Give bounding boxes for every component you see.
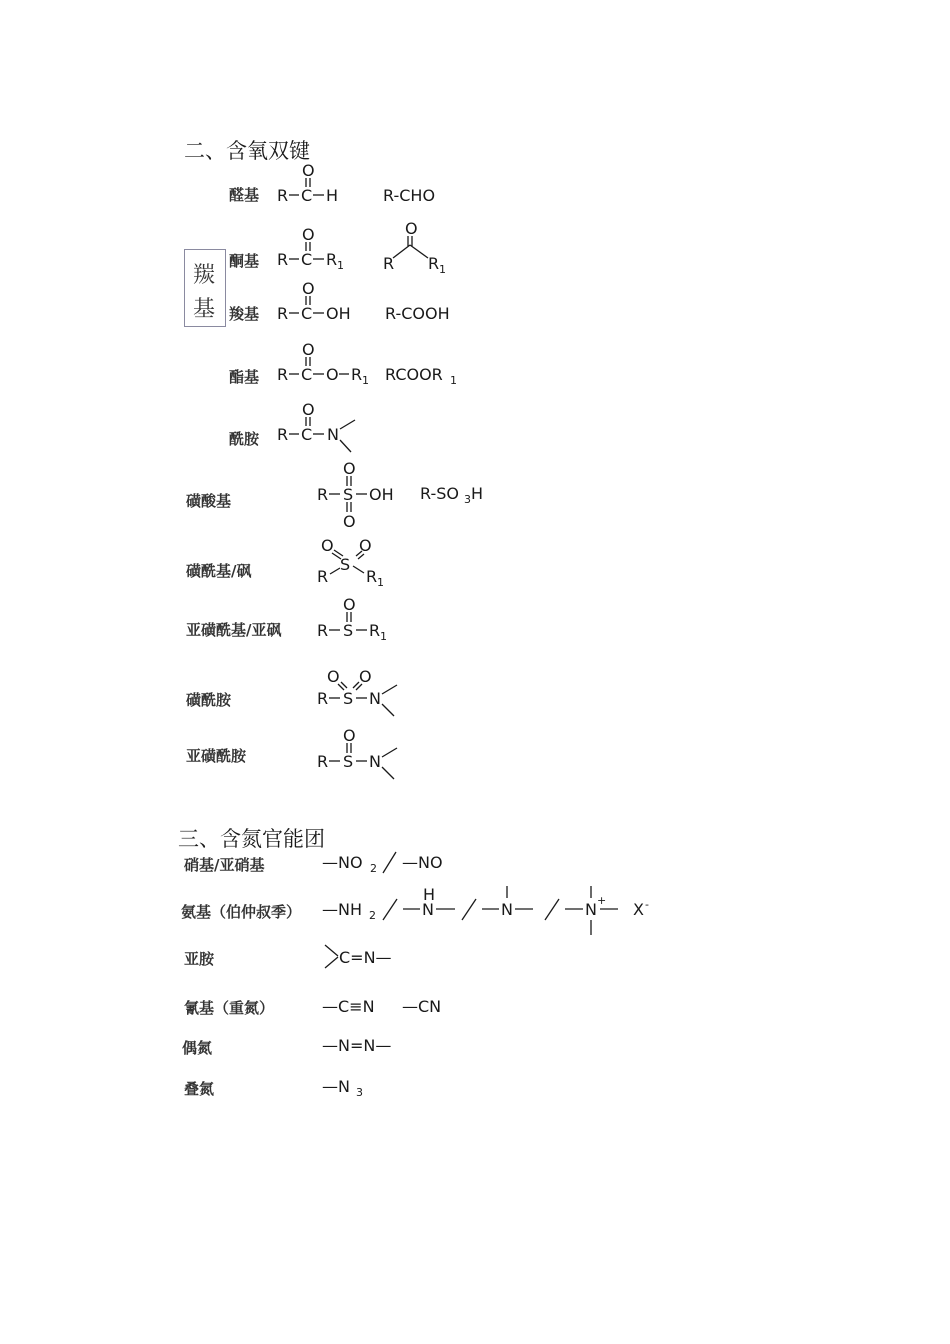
svg-text:O: O bbox=[405, 219, 418, 238]
imine-label: 亚胺 bbox=[184, 950, 215, 968]
svg-text:S: S bbox=[343, 485, 354, 504]
nitro-label: 硝基/亚硝基 bbox=[184, 856, 265, 874]
svg-text:O: O bbox=[359, 536, 372, 555]
svg-text:H: H bbox=[471, 484, 484, 503]
svg-text:1: 1 bbox=[450, 374, 457, 387]
atom-c: C bbox=[301, 186, 313, 205]
sulfonyl-structure bbox=[317, 536, 384, 589]
svg-text:R: R bbox=[317, 567, 329, 586]
cyano-formula: —C≡N bbox=[322, 997, 375, 1016]
svg-text:R: R bbox=[277, 365, 289, 384]
sulfinamide-label: 亚磺酰胺 bbox=[186, 747, 247, 765]
svg-text:R: R bbox=[369, 621, 381, 640]
azo-formula: —N=N— bbox=[322, 1036, 392, 1055]
carboxyl-label: 羧基 bbox=[229, 305, 260, 323]
svg-text:R: R bbox=[317, 689, 329, 708]
svg-text:S: S bbox=[343, 689, 354, 708]
cyano-label: 氰基（重氮） bbox=[184, 999, 275, 1017]
svg-text:OH: OH bbox=[326, 304, 351, 323]
aldehyde-condensed: R-CHO bbox=[383, 186, 436, 205]
svg-text:C: C bbox=[301, 365, 313, 384]
svg-text:+: + bbox=[597, 894, 607, 907]
svg-text:R: R bbox=[277, 425, 289, 444]
svg-text:N: N bbox=[369, 752, 381, 771]
svg-text:OH: OH bbox=[369, 485, 394, 504]
svg-text:R: R bbox=[326, 250, 338, 269]
ester-structure bbox=[277, 340, 457, 387]
imine-structure bbox=[325, 945, 392, 968]
svg-text:R: R bbox=[277, 250, 289, 269]
svg-text:1: 1 bbox=[362, 374, 369, 387]
svg-text:O: O bbox=[302, 279, 315, 298]
nitro-structure bbox=[322, 852, 443, 875]
carboxyl-condensed: R-COOH bbox=[385, 304, 450, 323]
atom-r: R bbox=[277, 186, 289, 205]
svg-text:C: C bbox=[301, 250, 313, 269]
svg-text:2: 2 bbox=[369, 909, 376, 922]
atom-o: O bbox=[302, 161, 315, 180]
svg-text:S: S bbox=[343, 752, 354, 771]
ester-condensed: RCOOR bbox=[385, 365, 443, 384]
sulfonamide-structure bbox=[317, 667, 397, 716]
atom-h: H bbox=[326, 186, 339, 205]
svg-text:N: N bbox=[422, 900, 434, 919]
ketone-skeletal-structure bbox=[383, 219, 446, 276]
primary-amine-formula: —NH bbox=[322, 900, 362, 919]
sulfonyl-label: 磺酰基/砜 bbox=[186, 562, 252, 580]
sulfonic-condensed: R-SO bbox=[420, 484, 459, 503]
azo-structure bbox=[322, 1036, 391, 1055]
sulfinyl-label: 亚磺酰基/亚砜 bbox=[186, 621, 282, 639]
svg-text:O: O bbox=[343, 595, 356, 614]
svg-text:N: N bbox=[501, 900, 513, 919]
cyano-condensed: —CN bbox=[402, 997, 442, 1016]
sulfonic-structure bbox=[317, 459, 483, 531]
svg-text:N: N bbox=[585, 900, 597, 919]
svg-text:1: 1 bbox=[380, 630, 387, 643]
sulfinamide-structure bbox=[317, 726, 397, 779]
svg-text:R: R bbox=[351, 365, 363, 384]
carbonyl-char-2: 基 bbox=[193, 297, 216, 322]
ester-label: 酯基 bbox=[229, 368, 260, 386]
svg-text:-: - bbox=[645, 898, 649, 911]
svg-text:O: O bbox=[321, 536, 334, 555]
svg-text:3: 3 bbox=[356, 1086, 363, 1099]
sulfonic-label: 磺酸基 bbox=[186, 492, 232, 510]
nitroso-formula: —NO bbox=[402, 853, 443, 872]
sulfinyl-structure bbox=[317, 595, 387, 643]
svg-text:N: N bbox=[327, 425, 339, 444]
azide-label: 叠氮 bbox=[184, 1080, 215, 1098]
svg-text:R: R bbox=[366, 567, 378, 586]
ketone-label: 酮基 bbox=[229, 252, 260, 270]
svg-text:O: O bbox=[302, 340, 315, 359]
svg-text:N: N bbox=[369, 689, 381, 708]
amino-structure bbox=[322, 885, 649, 935]
svg-text:O: O bbox=[326, 365, 339, 384]
cyano-structure bbox=[322, 997, 441, 1016]
imine-formula: C=N— bbox=[339, 948, 392, 967]
amide-structure bbox=[277, 400, 355, 452]
svg-text:R: R bbox=[383, 254, 395, 273]
azo-label: 偶氮 bbox=[182, 1039, 213, 1057]
section2-title: 二、含氧双键 bbox=[184, 139, 310, 163]
svg-text:C: C bbox=[301, 304, 313, 323]
svg-text:1: 1 bbox=[439, 263, 446, 276]
azide-structure bbox=[322, 1077, 363, 1099]
svg-text:S: S bbox=[343, 621, 354, 640]
svg-text:O: O bbox=[327, 667, 340, 686]
svg-text:H: H bbox=[423, 885, 436, 904]
svg-text:C: C bbox=[301, 425, 313, 444]
svg-text:R: R bbox=[428, 254, 440, 273]
svg-text:R: R bbox=[317, 485, 329, 504]
amino-label: 氨基（伯仲叔季） bbox=[181, 903, 302, 921]
aldehyde-label: 醛基 bbox=[229, 186, 260, 204]
svg-text:O: O bbox=[343, 459, 356, 478]
svg-text:R: R bbox=[317, 752, 329, 771]
ketone-structure bbox=[277, 225, 344, 272]
svg-text:O: O bbox=[302, 400, 315, 419]
carboxyl-structure bbox=[277, 279, 450, 323]
sulfonamide-label: 磺酰胺 bbox=[186, 691, 232, 709]
svg-text:3: 3 bbox=[464, 493, 471, 506]
svg-text:S: S bbox=[340, 555, 351, 574]
azide-formula: —N bbox=[322, 1077, 350, 1096]
svg-text:O: O bbox=[359, 667, 372, 686]
svg-text:R: R bbox=[277, 304, 289, 323]
svg-text:2: 2 bbox=[370, 862, 377, 875]
svg-text:O: O bbox=[343, 726, 356, 745]
svg-text:1: 1 bbox=[377, 576, 384, 589]
section3-title: 三、含氮官能团 bbox=[178, 827, 325, 851]
svg-text:1: 1 bbox=[337, 259, 344, 272]
counter-ion: X bbox=[633, 900, 644, 919]
svg-text:R: R bbox=[317, 621, 329, 640]
nitro-formula: —NO bbox=[322, 853, 363, 872]
carbonyl-char-1: 羰 bbox=[193, 263, 216, 288]
svg-text:O: O bbox=[302, 225, 315, 244]
svg-text:O: O bbox=[343, 512, 356, 531]
amide-label: 酰胺 bbox=[229, 430, 260, 448]
aldehyde-structure bbox=[277, 161, 435, 205]
